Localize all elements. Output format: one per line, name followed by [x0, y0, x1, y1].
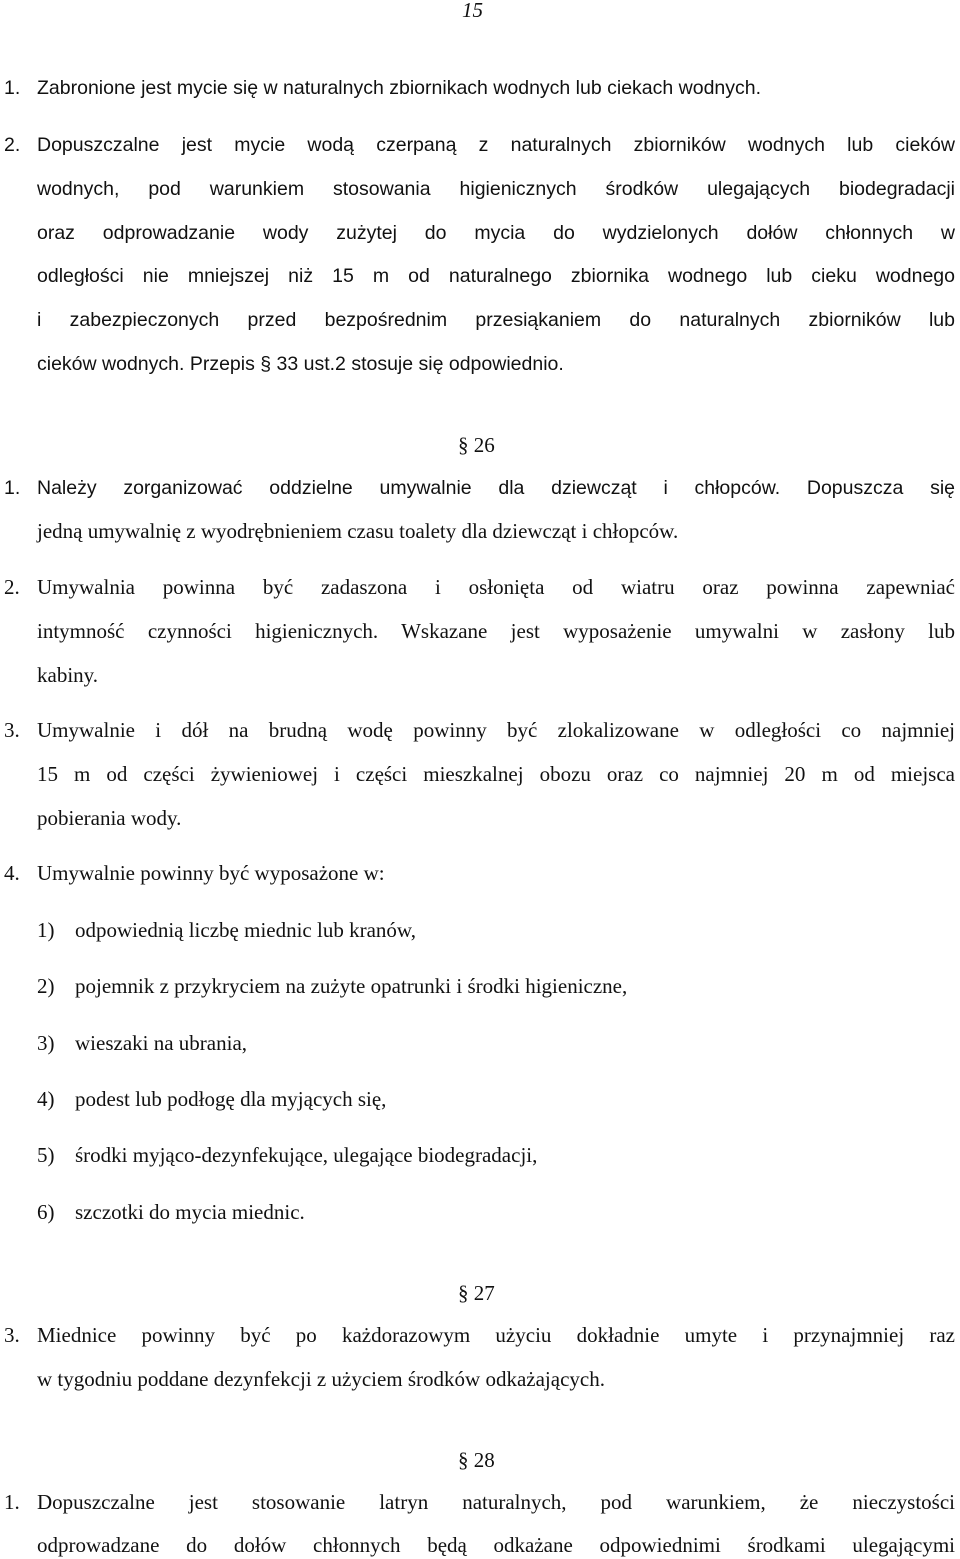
item-line: oraz odprowadzanie wody zużytej do mycia do wydzielonych dołów chłonnych w: [37, 222, 955, 244]
item-line: i zabezpieczonych przed bezpośrednim przesiąkaniem do naturalnych zbiorników lub: [37, 309, 955, 331]
list-item: [4, 1488, 955, 1516]
item-number: 4.: [4, 861, 20, 885]
section-heading-28: § 28: [458, 1448, 495, 1472]
subitem-text: pojemnik z przykryciem na zużyte opatrunki i środki higieniczne,: [75, 974, 628, 998]
item-line: w tygodniu poddane dezynfekcji z użyciem środków odkażających.: [37, 1367, 605, 1391]
item-text: Umywalnie powinny być wyposażone w:: [37, 861, 385, 885]
section-heading-27: § 27: [458, 1281, 495, 1305]
item-text: Należy zorganizować oddzielne umywalnie dla dziewcząt i chłopców. Dopuszcza się: [37, 477, 955, 499]
item-line: odległości nie mniejszej niż 15 m od naturalnego zbiornika wodnego lub cieku wodnego: [37, 265, 955, 287]
subitem-text: podest lub podłogę dla myjących się,: [75, 1087, 387, 1111]
page-number: 15: [462, 0, 483, 22]
item-number: 2.: [4, 134, 21, 156]
item-number: 1.: [4, 77, 21, 99]
list-item: [4, 74, 955, 102]
subitem-number: 2): [37, 974, 55, 998]
list-item: [4, 859, 955, 887]
item-line: 15 m od części żywieniowej i części mieszkalnej obozu oraz co najmniej 20 m od miejsca: [37, 762, 955, 786]
subitem-number: 3): [37, 1031, 55, 1055]
subitem-text: szczotki do mycia miednic.: [75, 1200, 305, 1224]
item-line: pobierania wody.: [37, 806, 182, 830]
subitem: [37, 1198, 955, 1226]
item-text: Zabronione jest mycie się w naturalnych zbiornikach wodnych lub ciekach wodnych.: [37, 77, 762, 99]
subitem: [37, 972, 955, 1000]
item-number: 1.: [4, 477, 21, 499]
subitem-number: 4): [37, 1087, 55, 1111]
item-line: odprowadzane do dołów chłonnych będą odkażane odpowiednimi środkami ulegającymi: [37, 1533, 955, 1557]
subitem: [37, 1141, 955, 1169]
item-number: 1.: [4, 1490, 20, 1514]
list-item: [4, 716, 955, 744]
item-line: jedną umywalnię z wyodrębnieniem czasu toalety dla dziewcząt i chłopców.: [37, 519, 679, 543]
item-line: wodnych, pod warunkiem stosowania higienicznych środków ulegających biodegradacji: [37, 178, 955, 200]
list-item: [4, 1321, 955, 1349]
item-number: 3.: [4, 1323, 20, 1347]
item-number: 3.: [4, 718, 20, 742]
item-line: intymność czynności higienicznych. Wskazane jest wyposażenie umywalni w zasłony lub: [37, 619, 955, 643]
subitem: [37, 1029, 955, 1057]
item-text: Miednice powinny być po każdorazowym użyciu dokładnie umyte i przynajmniej raz: [37, 1323, 955, 1347]
section-heading-26: § 26: [458, 433, 495, 457]
item-text: Dopuszczalne jest stosowanie latryn naturalnych, pod warunkiem, że nieczystości: [37, 1490, 955, 1514]
item-number: 2.: [4, 575, 20, 599]
subitem: [37, 916, 955, 944]
item-text: Dopuszczalne jest mycie wodą czerpaną z naturalnych zbiorników wodnych lub cieków: [37, 134, 955, 156]
item-line: kabiny.: [37, 663, 99, 687]
list-item: [4, 573, 955, 601]
subitem-text: odpowiednią liczbę miednic lub kranów,: [75, 918, 416, 942]
list-item: [4, 474, 955, 502]
subitem-number: 6): [37, 1200, 55, 1224]
item-line: cieków wodnych. Przepis § 33 ust.2 stosuje się odpowiednio.: [37, 353, 564, 375]
subitem-number: 1): [37, 918, 55, 942]
item-text: Umywalnie i dół na brudną wodę powinny być zlokalizowane w odległości co najmniej: [37, 718, 955, 742]
subitem-text: środki myjąco-dezynfekujące, ulegające biodegradacji,: [75, 1143, 538, 1167]
subitem-text: wieszaki na ubrania,: [75, 1031, 248, 1055]
item-text: Umywalnia powinna być zadaszona i osłonięta od wiatru oraz powinna zapewniać: [37, 575, 955, 599]
subitem: [37, 1085, 955, 1113]
subitem-number: 5): [37, 1143, 55, 1167]
list-item: [4, 131, 955, 159]
